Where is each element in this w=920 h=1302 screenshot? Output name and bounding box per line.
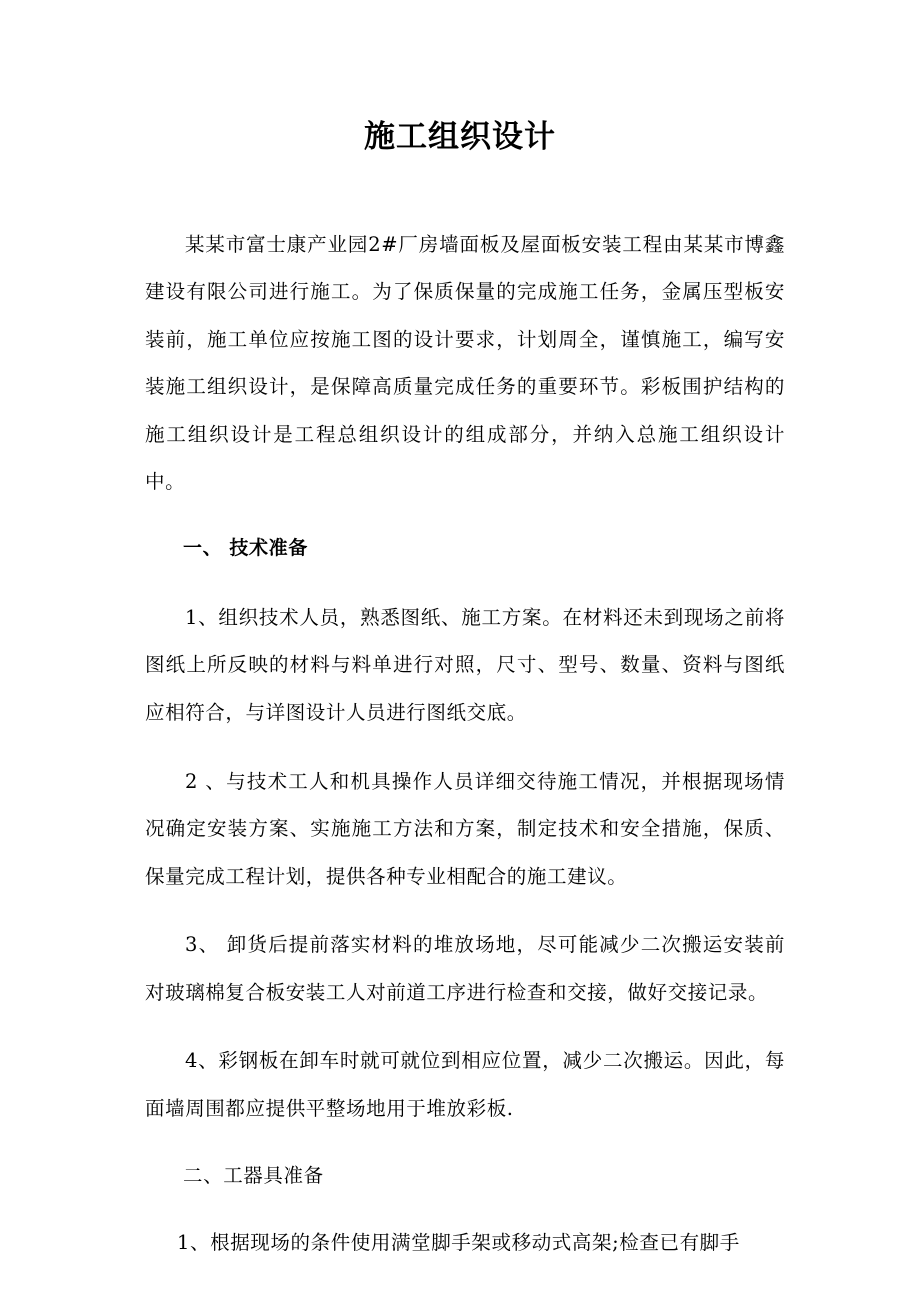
spacer [145,573,785,594]
technical-item-2: 2 、与技术工人和机具操作人员详细交待施工情况，并根据现场情况确定安装方案、实施施工方法和方案，制定技术和安全措施，保质、保量完成工程计划，提供各种专业相配合的施工建议。 [145,770,785,888]
spacer [145,505,785,525]
spacer [145,1016,785,1037]
document-body [145,221,785,1267]
technical-item-4: 4、彩钢板在卸车时就可就位到相应位置，减少二次搬运。因此，每面墙周围都应提供平整场地用于堆放彩板. [145,1049,785,1120]
intro-paragraph: 某某市富士康产业园2#厂房墙面板及屋面板安装工程由某某市博鑫建设有限公司进行施工。为了保质保量的完成施工任务，金属压型板安装前，施工单位应按施工图的设计要求，计划周全，谨慎施工，编写安装施工组织设计，是保障高质量完成任务的重要环节。彩板围护结构的施工组织设计是工程总组织设计的组成部分，并纳入总施工组织设计中。 [145,233,785,494]
spacer [145,1199,785,1219]
spacer [145,1132,785,1152]
tool-item-1: 1、根据现场的条件使用满堂脚手架或移动式高架;检查已有脚手 [177,1231,740,1255]
technical-item-3: 3、 卸货后提前落实材料的堆放场地，尽可能减少二次搬运安装前对玻璃棉复合板安装工人对前道工序进行检查和交接，做好交接记录。 [145,933,785,1004]
section-heading-technical-preparation: 一、 技术准备 [183,537,308,560]
section-heading-tool-preparation: 二、工器具准备 [183,1163,324,1187]
document-title: 施工组织设计 [364,119,556,155]
spacer [145,900,785,921]
spacer [145,736,785,758]
technical-item-1: 1、组织技术人员，熟悉图纸、施工方案。在材料还未到现场之前将图纸上所反映的材料与料单进行对照，尺寸、型号、数量、资料与图纸应相符合，与详图设计人员进行图纸交底。 [145,605,785,724]
